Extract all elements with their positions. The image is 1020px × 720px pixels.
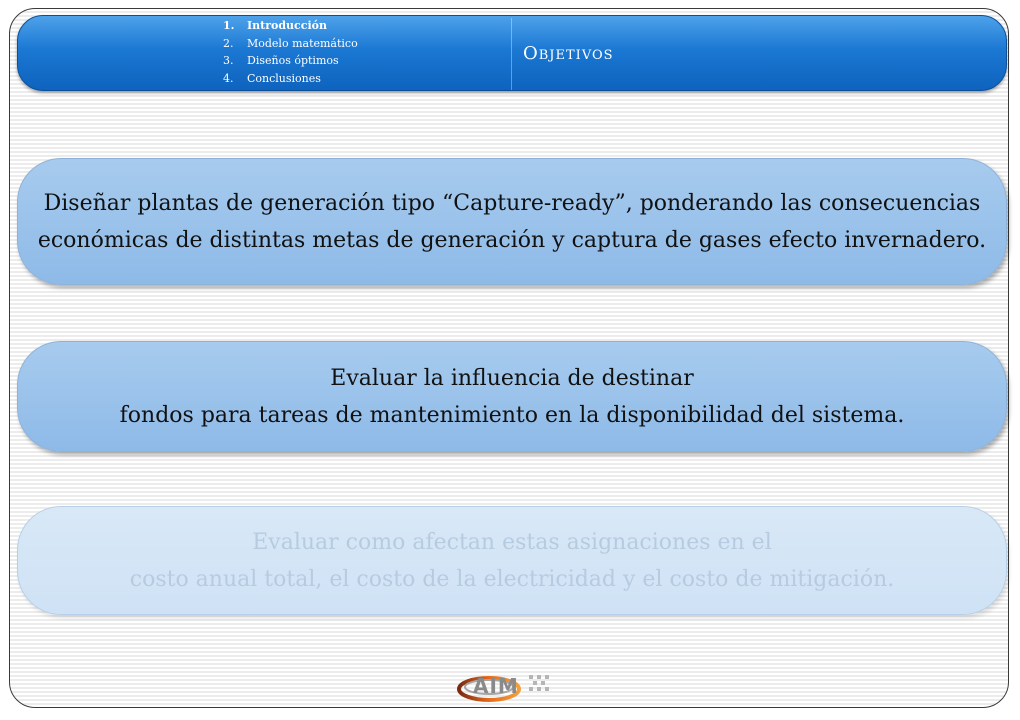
agenda-label: Modelo matemático bbox=[247, 36, 358, 50]
objective-box-1 bbox=[17, 158, 1007, 285]
aim-logo-icon bbox=[455, 665, 557, 705]
agenda-label: Introducción bbox=[247, 19, 327, 32]
agenda-list bbox=[223, 17, 358, 87]
agenda-label: Conclusiones bbox=[247, 71, 321, 85]
section-title: Objetivos bbox=[523, 43, 614, 64]
objective-1-line-2: económicas de distintas metas de generación y captura de gases efecto invernadero. bbox=[37, 227, 987, 253]
agenda-number: 1. bbox=[223, 19, 235, 32]
objective-2-line-2: fondos para tareas de mantenimiento en la disponibilidad del sistema. bbox=[119, 402, 905, 428]
objective-1-line-1: Diseñar plantas de generación tipo “Capture-ready”, ponderando las consecuencias bbox=[43, 190, 981, 216]
agenda-item-introduccion bbox=[223, 17, 358, 35]
header-divider bbox=[511, 18, 512, 90]
agenda-number: 2. bbox=[223, 36, 234, 50]
agenda-number: 3. bbox=[223, 54, 234, 67]
agenda-item-conclusiones bbox=[223, 70, 358, 88]
objective-3-line-2: costo anual total, el costo de la electricidad y el costo de mitigación. bbox=[129, 566, 895, 592]
agenda-label: Diseños óptimos bbox=[247, 54, 339, 67]
agenda-number: 4. bbox=[223, 71, 234, 85]
agenda-item-modelo bbox=[223, 35, 358, 53]
objective-box-2 bbox=[17, 341, 1007, 452]
objective-3-line-1: Evaluar como afectan estas asignaciones en el bbox=[252, 529, 772, 555]
logo-text: AIM bbox=[473, 674, 519, 698]
objective-2-line-1: Evaluar la influencia de destinar bbox=[330, 365, 694, 391]
objective-box-3 bbox=[17, 506, 1007, 615]
header-bar bbox=[17, 15, 1007, 91]
agenda-item-disenos bbox=[223, 52, 358, 70]
